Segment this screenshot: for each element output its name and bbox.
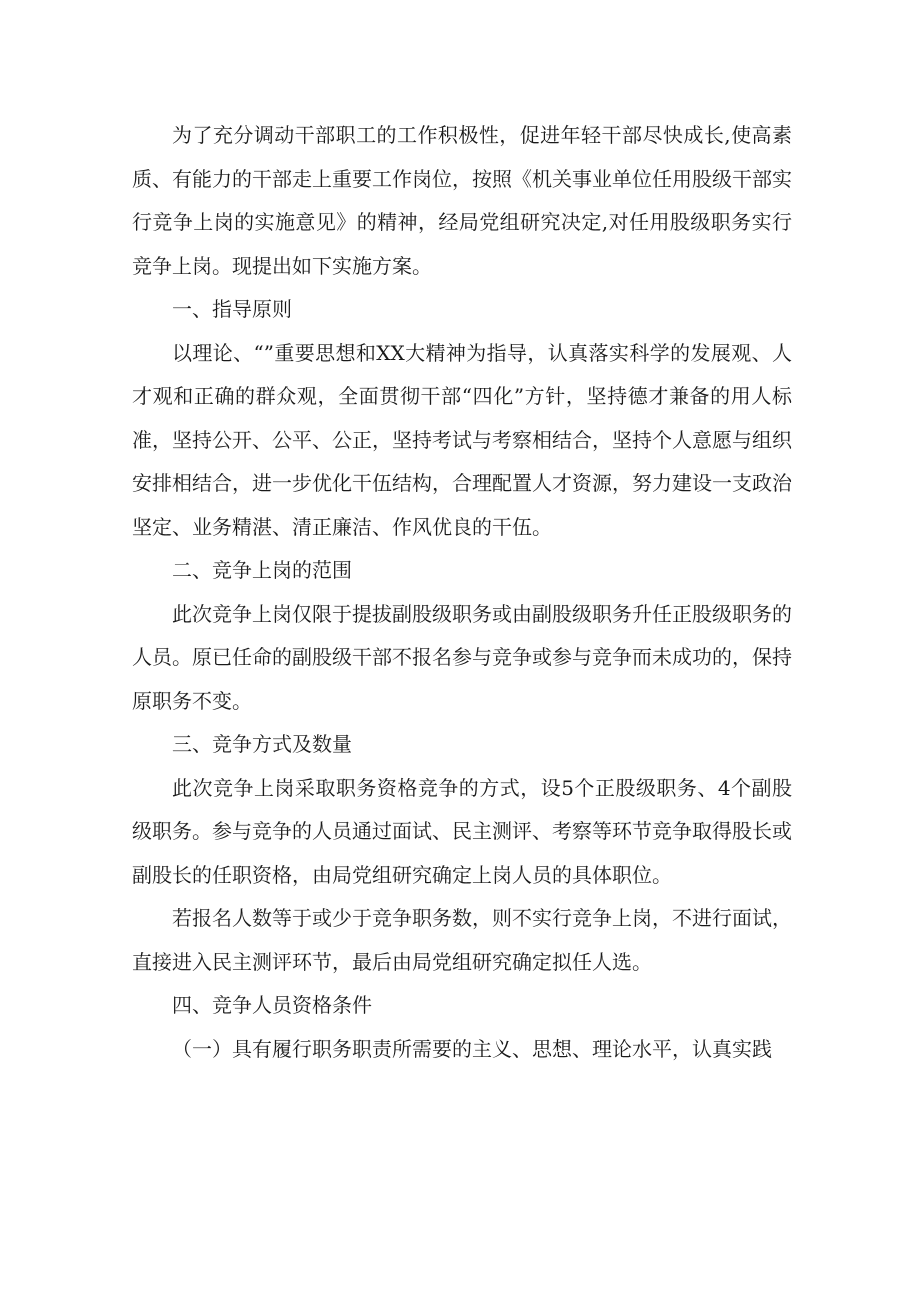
section-heading-guiding-principles: 一、指导原则 <box>172 297 292 321</box>
guiding-principles-paragraph: 以理论、“”重要思想和XX大精神为指导，认真落实科学的发展观、人才观和正确的群众观，全面贯彻干部“四化”方针，坚持德才兼备的用人标准，坚持公开、公平、公正，坚持考试与考察相结合，坚持个人意愿与组织安排相结合，进一步优化干伍结构，合理配置人才资源，努力建设一支政治坚定、业务精湛、清正廉洁、作风优良的干伍。 <box>132 340 792 539</box>
section-heading-method: 三、竞争方式及数量 <box>172 732 352 756</box>
intro-paragraph: 为了充分调动干部职工的工作积极性，促进年轻干部尽快成长,使高素质、有能力的干部走上重要工作岗位，按照《机关事业单位任用股级干部实行竞争上岗的实施意见》的精神，经局党组研究决定,对任用股级职务实行竞争上岗。现提出如下实施方案。 <box>132 123 792 278</box>
section-heading-scope: 二、竞争上岗的范围 <box>172 558 352 582</box>
qualification-item-paragraph: （一）具有履行职务职责所需要的主义、思想、理论水平，认真实践 <box>172 1036 772 1061</box>
document-body <box>132 114 792 1071</box>
method-note-paragraph: 若报名人数等于或少于竞争职务数，则不实行竞争上岗，不进行面试，直接进入民主测评环节，最后由局党组研究确定拟任人选。 <box>132 906 792 974</box>
method-paragraph: 此次竞争上岗采取职务资格竞争的方式，设5个正股级职务、4个副股级职务。参与竞争的人员通过面试、民主测评、考察等环节竞争取得股长或副股长的任职资格，由局党组研究确定上岗人员的具体职位。 <box>132 775 792 887</box>
section-heading-qualifications: 四、竞争人员资格条件 <box>172 993 372 1017</box>
scope-paragraph: 此次竞争上岗仅限于提拔副股级职务或由副股级职务升任正股级职务的人员。原已任命的副股级干部不报名参与竞争或参与竞争而未成功的，保持原职务不变。 <box>132 601 792 713</box>
